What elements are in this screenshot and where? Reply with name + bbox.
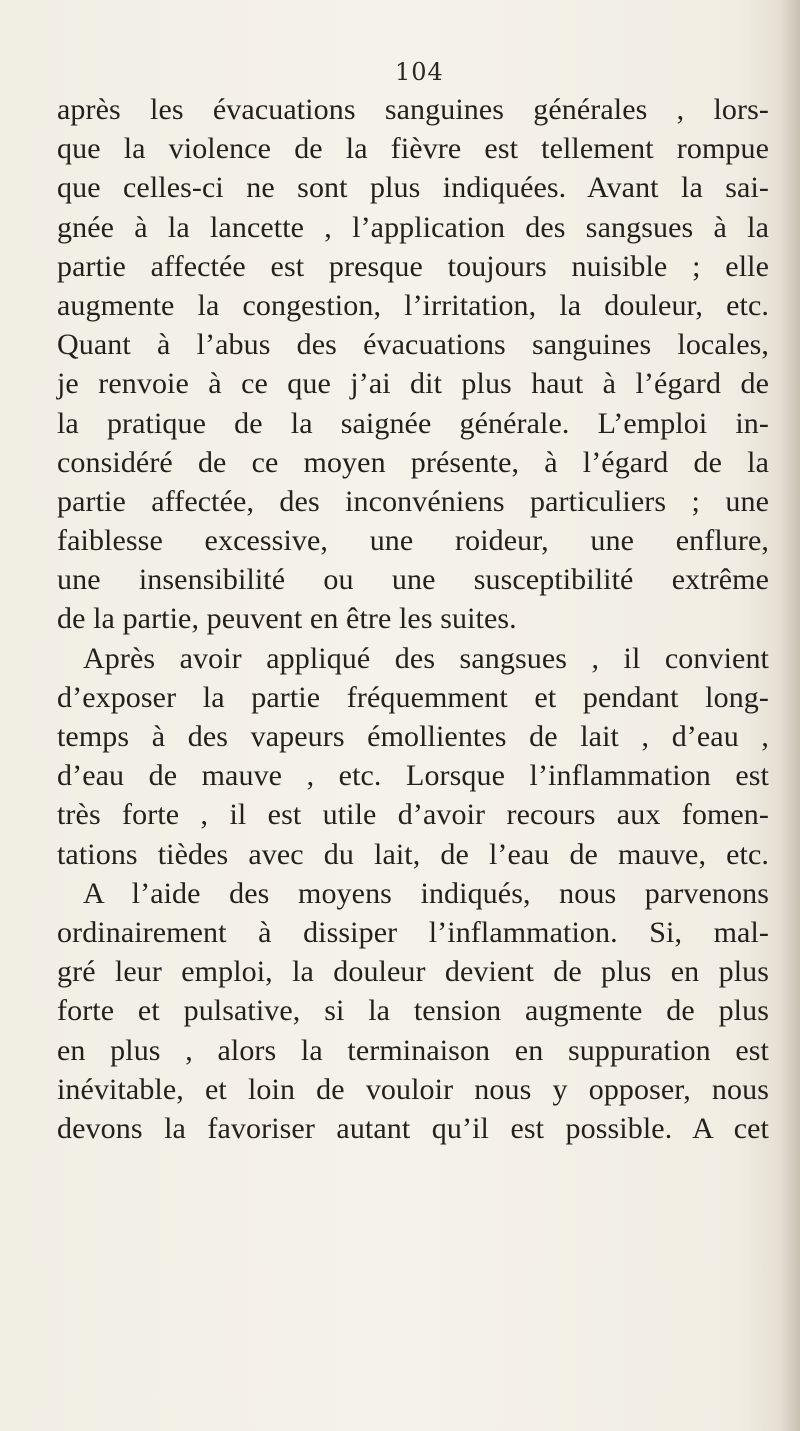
text-line: A l’aide des moyens indiqués, nous parvenons xyxy=(83,876,769,910)
text-line: inévitable, et loin de vouloir nous y opposer, nous xyxy=(57,1072,769,1106)
text-line: je renvoie à ce que j’ai dit plus haut à l’égard de xyxy=(57,367,769,401)
text-line: très forte , il est utile d’avoir recours aux fomen- xyxy=(57,798,769,832)
text-line: partie affectée, des inconvéniens particuliers ; une xyxy=(57,484,769,518)
text-line: en plus , alors la terminaison en suppuration est xyxy=(57,1033,769,1067)
body-text xyxy=(57,90,769,1148)
text-line: la pratique de la saignée générale. L’emploi in- xyxy=(57,406,769,440)
text-line: considéré de ce moyen présente, à l’égard de la xyxy=(57,445,769,479)
text-line: gré leur emploi, la douleur devient de plus en plus xyxy=(57,955,769,989)
text-line: devons la favoriser autant qu’il est possible. A cet xyxy=(57,1111,769,1145)
text-line: tations tièdes avec du lait, de l’eau de mauve, etc. xyxy=(57,837,769,871)
text-line: gnée à la lancette , l’application des sangsues à la xyxy=(57,210,769,244)
text-line: faiblesse excessive, une roideur, une enflure, xyxy=(57,524,769,558)
text-line: que celles-ci ne sont plus indiquées. Avant la sai- xyxy=(57,171,769,205)
text-line: ordinairement à dissiper l’inflammation. Si, mal- xyxy=(57,915,769,949)
text-line: une insensibilité ou une susceptibilité extrême xyxy=(57,563,769,597)
text-line: d’eau de mauve , etc. Lorsque l’inflammation est xyxy=(57,759,769,793)
text-line: après les évacuations sanguines générales , lors- xyxy=(57,93,769,126)
text-line: que la violence de la fièvre est tellement rompue xyxy=(57,132,769,166)
text-line: Après avoir appliqué des sangsues , il convient xyxy=(83,641,769,675)
text-line: partie affectée est presque toujours nuisible ; elle xyxy=(57,249,769,283)
text-line: d’exposer la partie fréquemment et pendant long- xyxy=(57,680,769,714)
page-edge-shadow xyxy=(782,0,800,1431)
text-line: Quant à l’abus des évacuations sanguines locales, xyxy=(57,328,769,362)
text-line: forte et pulsative, si la tension augmente de plus xyxy=(57,994,769,1028)
text-line: augmente la congestion, l’irritation, la douleur, etc. xyxy=(57,288,769,322)
text-line: de la partie, peuvent en être les suites. xyxy=(57,602,517,636)
text-line: temps à des vapeurs émollientes de lait , d’eau , xyxy=(57,720,769,753)
page-number: 104 xyxy=(395,58,444,86)
